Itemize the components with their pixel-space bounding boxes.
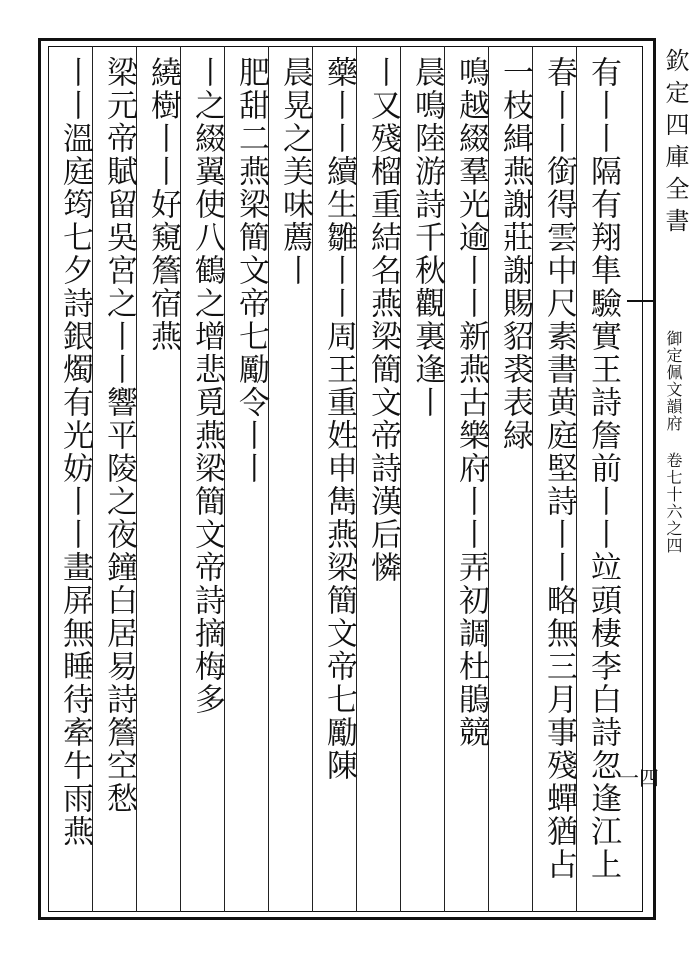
text-column-2: 春丨丨銜得雲中尺素書黄庭堅詩丨丨略無三月事殘蟬猶占 <box>541 56 577 881</box>
text-column-5: 晨鳴陸游詩千秋觀裏逢丨 <box>409 56 445 419</box>
book-edge-title: 欽定四庫全書 <box>661 48 689 240</box>
book-edge-subtitle: 御定佩文韻府 卷七十六之四 <box>664 330 683 554</box>
text-column-11: 繞樹丨丨好窺簷宿燕 <box>145 56 181 353</box>
text-column-3: 一枝緝燕謝莊謝賜貂裘表緑 <box>497 56 533 452</box>
text-column-6: 丨又殘榴重結名燕梁簡文帝詩漢后憐 <box>365 56 401 584</box>
text-column-7: 藥丨丨續生雛丨丨周王重姓申雋燕梁簡文帝七勵陳 <box>321 56 357 782</box>
text-column-10: 丨之綴翼使八鶴之增悲覓燕梁簡文帝詩摘梅多 <box>189 56 225 716</box>
text-column-1: 有丨丨隔有翔隼驗實王詩詹前丨丨竝頭棲李白詩忽逢江上 <box>585 56 621 881</box>
text-column-12: 梁元帝賦留吳宮之丨丨響平陵之夜鐘白居易詩簷空愁 <box>101 56 137 815</box>
text-column-9: 肥甜二燕梁簡文帝七勵令丨丨 <box>233 56 269 485</box>
page-number: 一四 <box>619 766 659 790</box>
text-column-13: 丨丨溫庭筠七夕詩銀燭有光妨丨丨畫屏無睡待牽牛雨燕 <box>57 56 93 848</box>
fold-mark <box>627 300 655 332</box>
text-column-8: 晨晃之美味薦丨 <box>277 56 313 287</box>
text-column-4: 鳴越綴羣光逾丨丨新燕古樂府丨丨弄初調杜鵑競 <box>453 56 489 749</box>
